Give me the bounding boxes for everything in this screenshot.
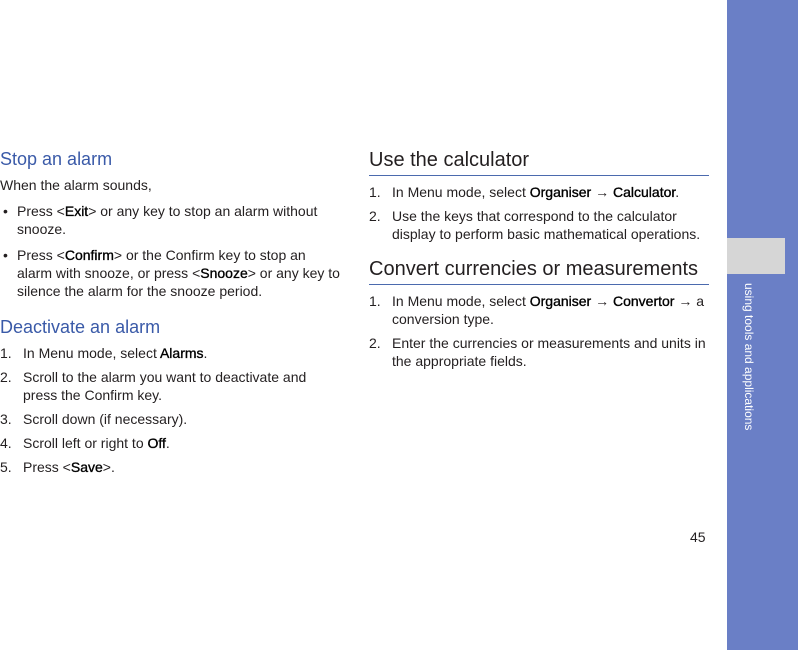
side-tab-marker [727,238,785,274]
left-column [0,148,340,482]
key-exit: Exit [64,203,89,219]
list-item: 1. In Menu mode, select Organiser → Calculator. [369,184,680,200]
right-column [369,148,709,376]
key-off: Off [147,435,166,451]
list-item: 4. Scroll left or right to Off. [0,435,170,451]
key-confirm: Confirm [64,247,114,263]
section-label: using tools and applications [742,283,756,431]
list-item: 2. Scroll to the alarm you want to deactivate and press the Confirm key. [0,369,307,403]
side-tab-bar [727,0,798,650]
calculator-heading: Use the calculator [369,148,709,176]
key-snooze: Snooze [200,265,248,281]
deactivate-alarm-heading: Deactivate an alarm [0,317,161,337]
list-item: 1. In Menu mode, select Alarms. [0,345,208,361]
page-number: 45 [690,529,706,545]
stop-alarm-intro: When the alarm sounds, [0,177,152,193]
calculator-steps [369,183,709,243]
menu-organiser: Organiser [529,293,592,309]
convert-steps [369,292,709,370]
list-item: 2. Use the keys that correspond to the calculator display to perform basic mathematical operations. [369,208,701,242]
list-item: 5. Press <Save>. [0,459,115,475]
menu-organiser: Organiser [529,184,592,200]
menu-convertor: Convertor [613,293,675,309]
menu-calculator: Calculator [613,184,676,200]
convert-heading: Convert currencies or measurements [369,257,709,285]
list-item: 2. Enter the currencies or measurements and units in the appropriate fields. [369,335,706,369]
key-save: Save [70,459,103,475]
list-item: 1. In Menu mode, select Organiser → Convertor → a conversion type. [369,293,705,327]
deactivate-alarm-steps [0,344,340,476]
stop-alarm-heading: Stop an alarm [0,149,113,169]
list-item: 3. Scroll down (if necessary). [0,411,188,427]
key-alarms: Alarms [159,345,204,361]
stop-alarm-list [0,202,340,300]
list-item: • Press <Confirm> or the Confirm key to stop an alarm with snooze, or press <Snooze> or any key to silence the alarm for the snooze period. [0,246,340,300]
list-item: • Press <Exit> or any key to stop an alarm without snooze. [0,202,340,238]
